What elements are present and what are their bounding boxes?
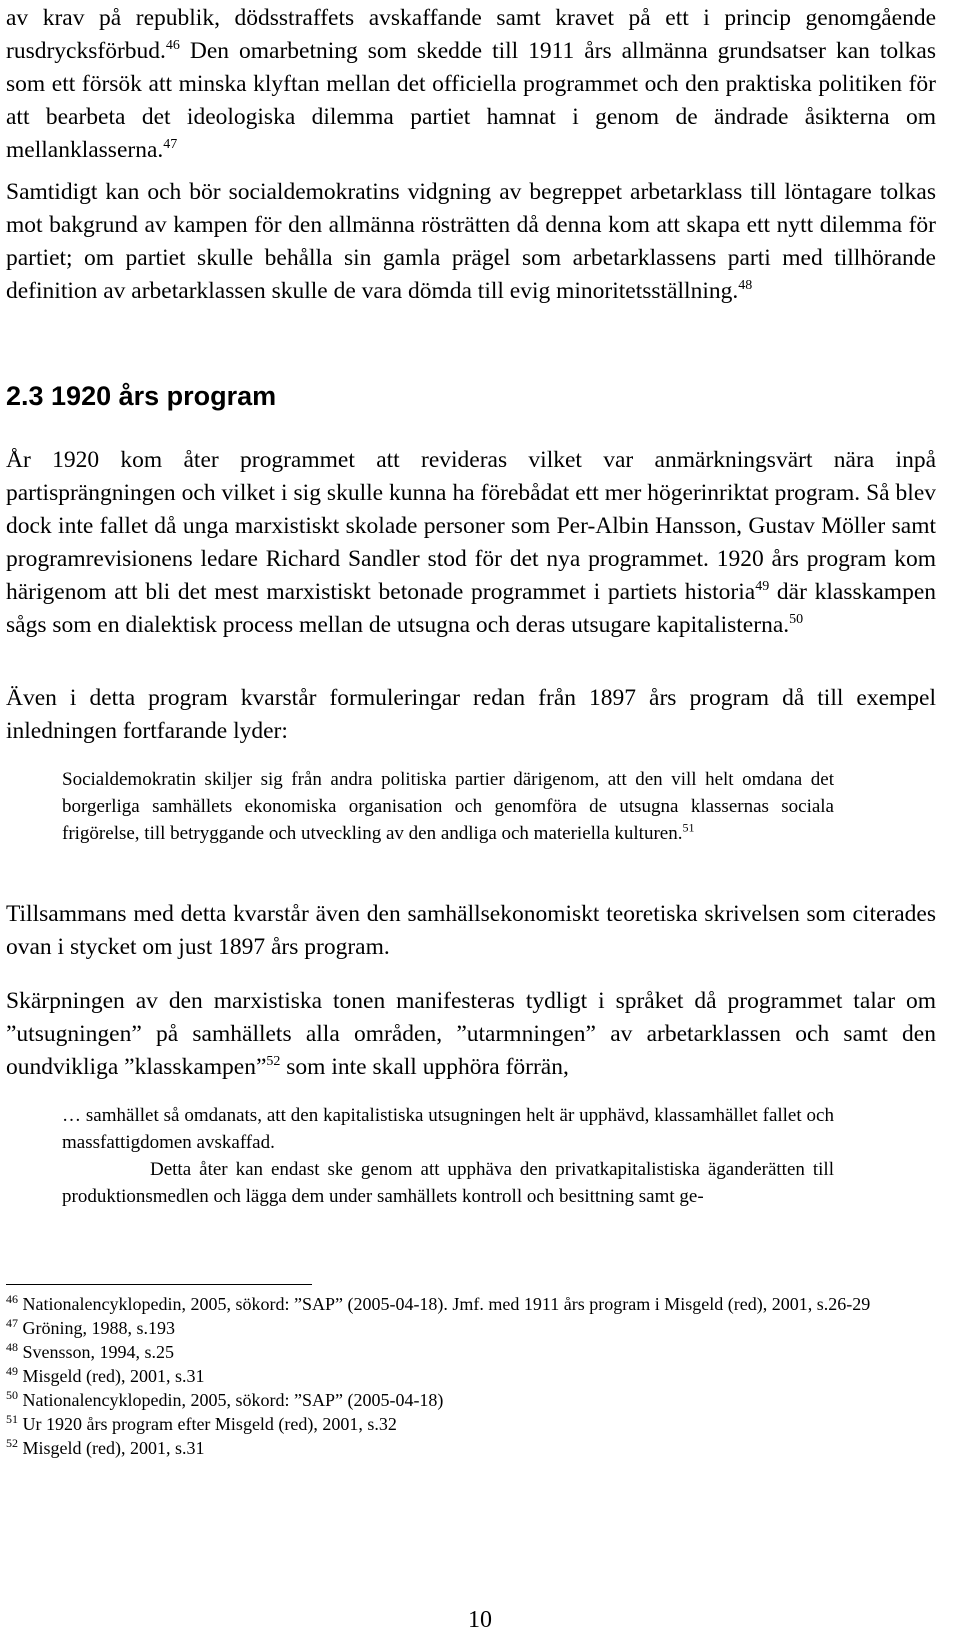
- footnote-52: [6, 1436, 936, 1460]
- footnote-text: Nationalencyklopedin, 2005, sökord: ”SAP” (2005-04-18). Jmf. med 1911 års program i Misgeld (red), 2001, s.26-29: [18, 1294, 871, 1314]
- footnote-ref-47[interactable]: 47: [163, 137, 178, 153]
- paragraph-1: [6, 2, 936, 167]
- footnote-50: [6, 1388, 936, 1412]
- paragraph-3-text-b: där klasskampen sågs som en dialektisk process mellan de utsugna och deras utsugare kapitalisterna.: [6, 579, 937, 638]
- paragraph-2-text: Samtidigt kan och bör socialdemokratins vidgning av begreppet arbetarklass till löntagare tolkas mot bakgrund av kampen för den allmänna rösträtten då denna kom att skapa ett nytt dilemma för partiet; om partiet skulle behålla sin gamla prägel som arbetarklassens parti med tillhörande definition av arbetarklassen skulle de vara dömda till evig minoritetsställning.: [6, 179, 936, 304]
- footnotes: [6, 1292, 936, 1460]
- block-quote-3-text: Detta åter kan endast ske genom att upphäva den privatkapitalistiska äganderätten till produktionsmedlen och lägga dem under samhällets kontroll och besittning samt ge-: [62, 1159, 834, 1207]
- footnote-47: [6, 1316, 936, 1340]
- footnote-ref-51[interactable]: 51: [682, 820, 695, 835]
- block-quote-2-text: … samhället så omdanats, att den kapitalistiska utsugningen helt är upphävd, klassamhället fallet och massfattigdomen avskaffad.: [62, 1105, 834, 1153]
- paragraph-4-text: Även i detta program kvarstår formuleringar redan från 1897 års program då till exempel inledningen fortfarande lyder:: [6, 685, 936, 744]
- footnote-text: Gröning, 1988, s.193: [18, 1318, 175, 1338]
- paragraph-3-text-a: År 1920 kom åter programmet att revideras vilket var anmärkningsvärt nära inpå partisprängningen och vilket i sig skulle kunna ha förebådat ett mer högerinriktat program. Så blev dock inte fallet då unga marxistiskt skolade personer som Per-Albin Hansson, Gustav Möller samt programrevisionens ledare Richard Sandler stod för det nya programmet. 1920 års program kom härigenom att bli det mest marxistiskt betonade programmet i partiets historia: [6, 447, 936, 605]
- paragraph-4: [6, 682, 936, 748]
- footnote-text: Ur 1920 års program efter Misgeld (red), 2001, s.32: [18, 1414, 397, 1434]
- footnote-ref-50[interactable]: 50: [789, 612, 804, 628]
- paragraph-6-text-b: som inte skall upphöra förrän,: [280, 1054, 569, 1080]
- paragraph-5: [6, 898, 936, 964]
- footnote-48: [6, 1340, 936, 1364]
- footnote-number: 51: [6, 1412, 18, 1426]
- footnote-number: 50: [6, 1388, 18, 1402]
- block-quote-1-text: Socialdemokratin skiljer sig från andra politiska partier därigenom, att den vill helt omdana det borgerliga samhällets ekonomiska organisation och genomföra de utsugna klassernas sociala frigörelse, till betryggande och utveckling av den andliga och materiella kulturen.: [62, 769, 834, 844]
- paragraph-3: [6, 444, 936, 642]
- footnote-text: Svensson, 1994, s.25: [18, 1342, 175, 1362]
- block-quote-2: [62, 1102, 834, 1156]
- footnote-text: Nationalencyklopedin, 2005, sökord: ”SAP” (2005-04-18): [18, 1390, 444, 1410]
- paragraph-6: [6, 985, 936, 1084]
- footnote-text: Misgeld (red), 2001, s.31: [18, 1438, 205, 1458]
- footnote-number: 52: [6, 1436, 18, 1450]
- footnote-46: [6, 1292, 936, 1316]
- footnote-number: 49: [6, 1364, 18, 1378]
- footnote-ref-48[interactable]: 48: [738, 278, 753, 294]
- paragraph-2: [6, 176, 936, 308]
- footnote-number: 48: [6, 1340, 18, 1354]
- footnote-number: 46: [6, 1292, 18, 1306]
- block-quote-1: [62, 766, 834, 847]
- paragraph-5-text: Tillsammans med detta kvarstår även den samhällsekonomiskt teoretiska skrivelsen som citerades ovan i stycket om just 1897 års program.: [6, 901, 936, 960]
- block-quote-3: [62, 1156, 834, 1210]
- paragraph-6-text-a: Skärpningen av den marxistiska tonen manifesteras tydligt i språket då programmet talar om ”utsugningen” på samhällets alla områden, ”utarmningen” av arbetarklassen och samt den oundvikliga ”klasskampen”: [6, 988, 936, 1080]
- footnote-number: 47: [6, 1316, 18, 1330]
- paragraph-1-text-a: av krav på republik, dödsstraffets avskaffande samt kravet på ett i princip genomgående rusdrycksförbud.: [6, 5, 936, 64]
- footnote-51: [6, 1412, 936, 1436]
- footnote-text: Misgeld (red), 2001, s.31: [18, 1366, 205, 1386]
- footnote-ref-49[interactable]: 49: [755, 579, 770, 595]
- footnote-49: [6, 1364, 936, 1388]
- page-number: 10: [468, 1607, 492, 1633]
- paragraph-1-text-b: Den omarbetning som skedde till 1911 års allmänna grundsatser kan tolkas som ett försök att minska klyftan mellan det officiella programmet och den praktiska politiken för att bearbeta det ideologiska dilemma partiet hamnat i genom de ändrade åsikterna om mellanklasserna.: [6, 38, 936, 163]
- section-heading: 2.3 1920 års program: [6, 381, 277, 411]
- footnote-ref-46[interactable]: 46: [165, 38, 180, 54]
- footnote-separator: [6, 1284, 312, 1285]
- footnote-ref-52[interactable]: 52: [266, 1054, 281, 1070]
